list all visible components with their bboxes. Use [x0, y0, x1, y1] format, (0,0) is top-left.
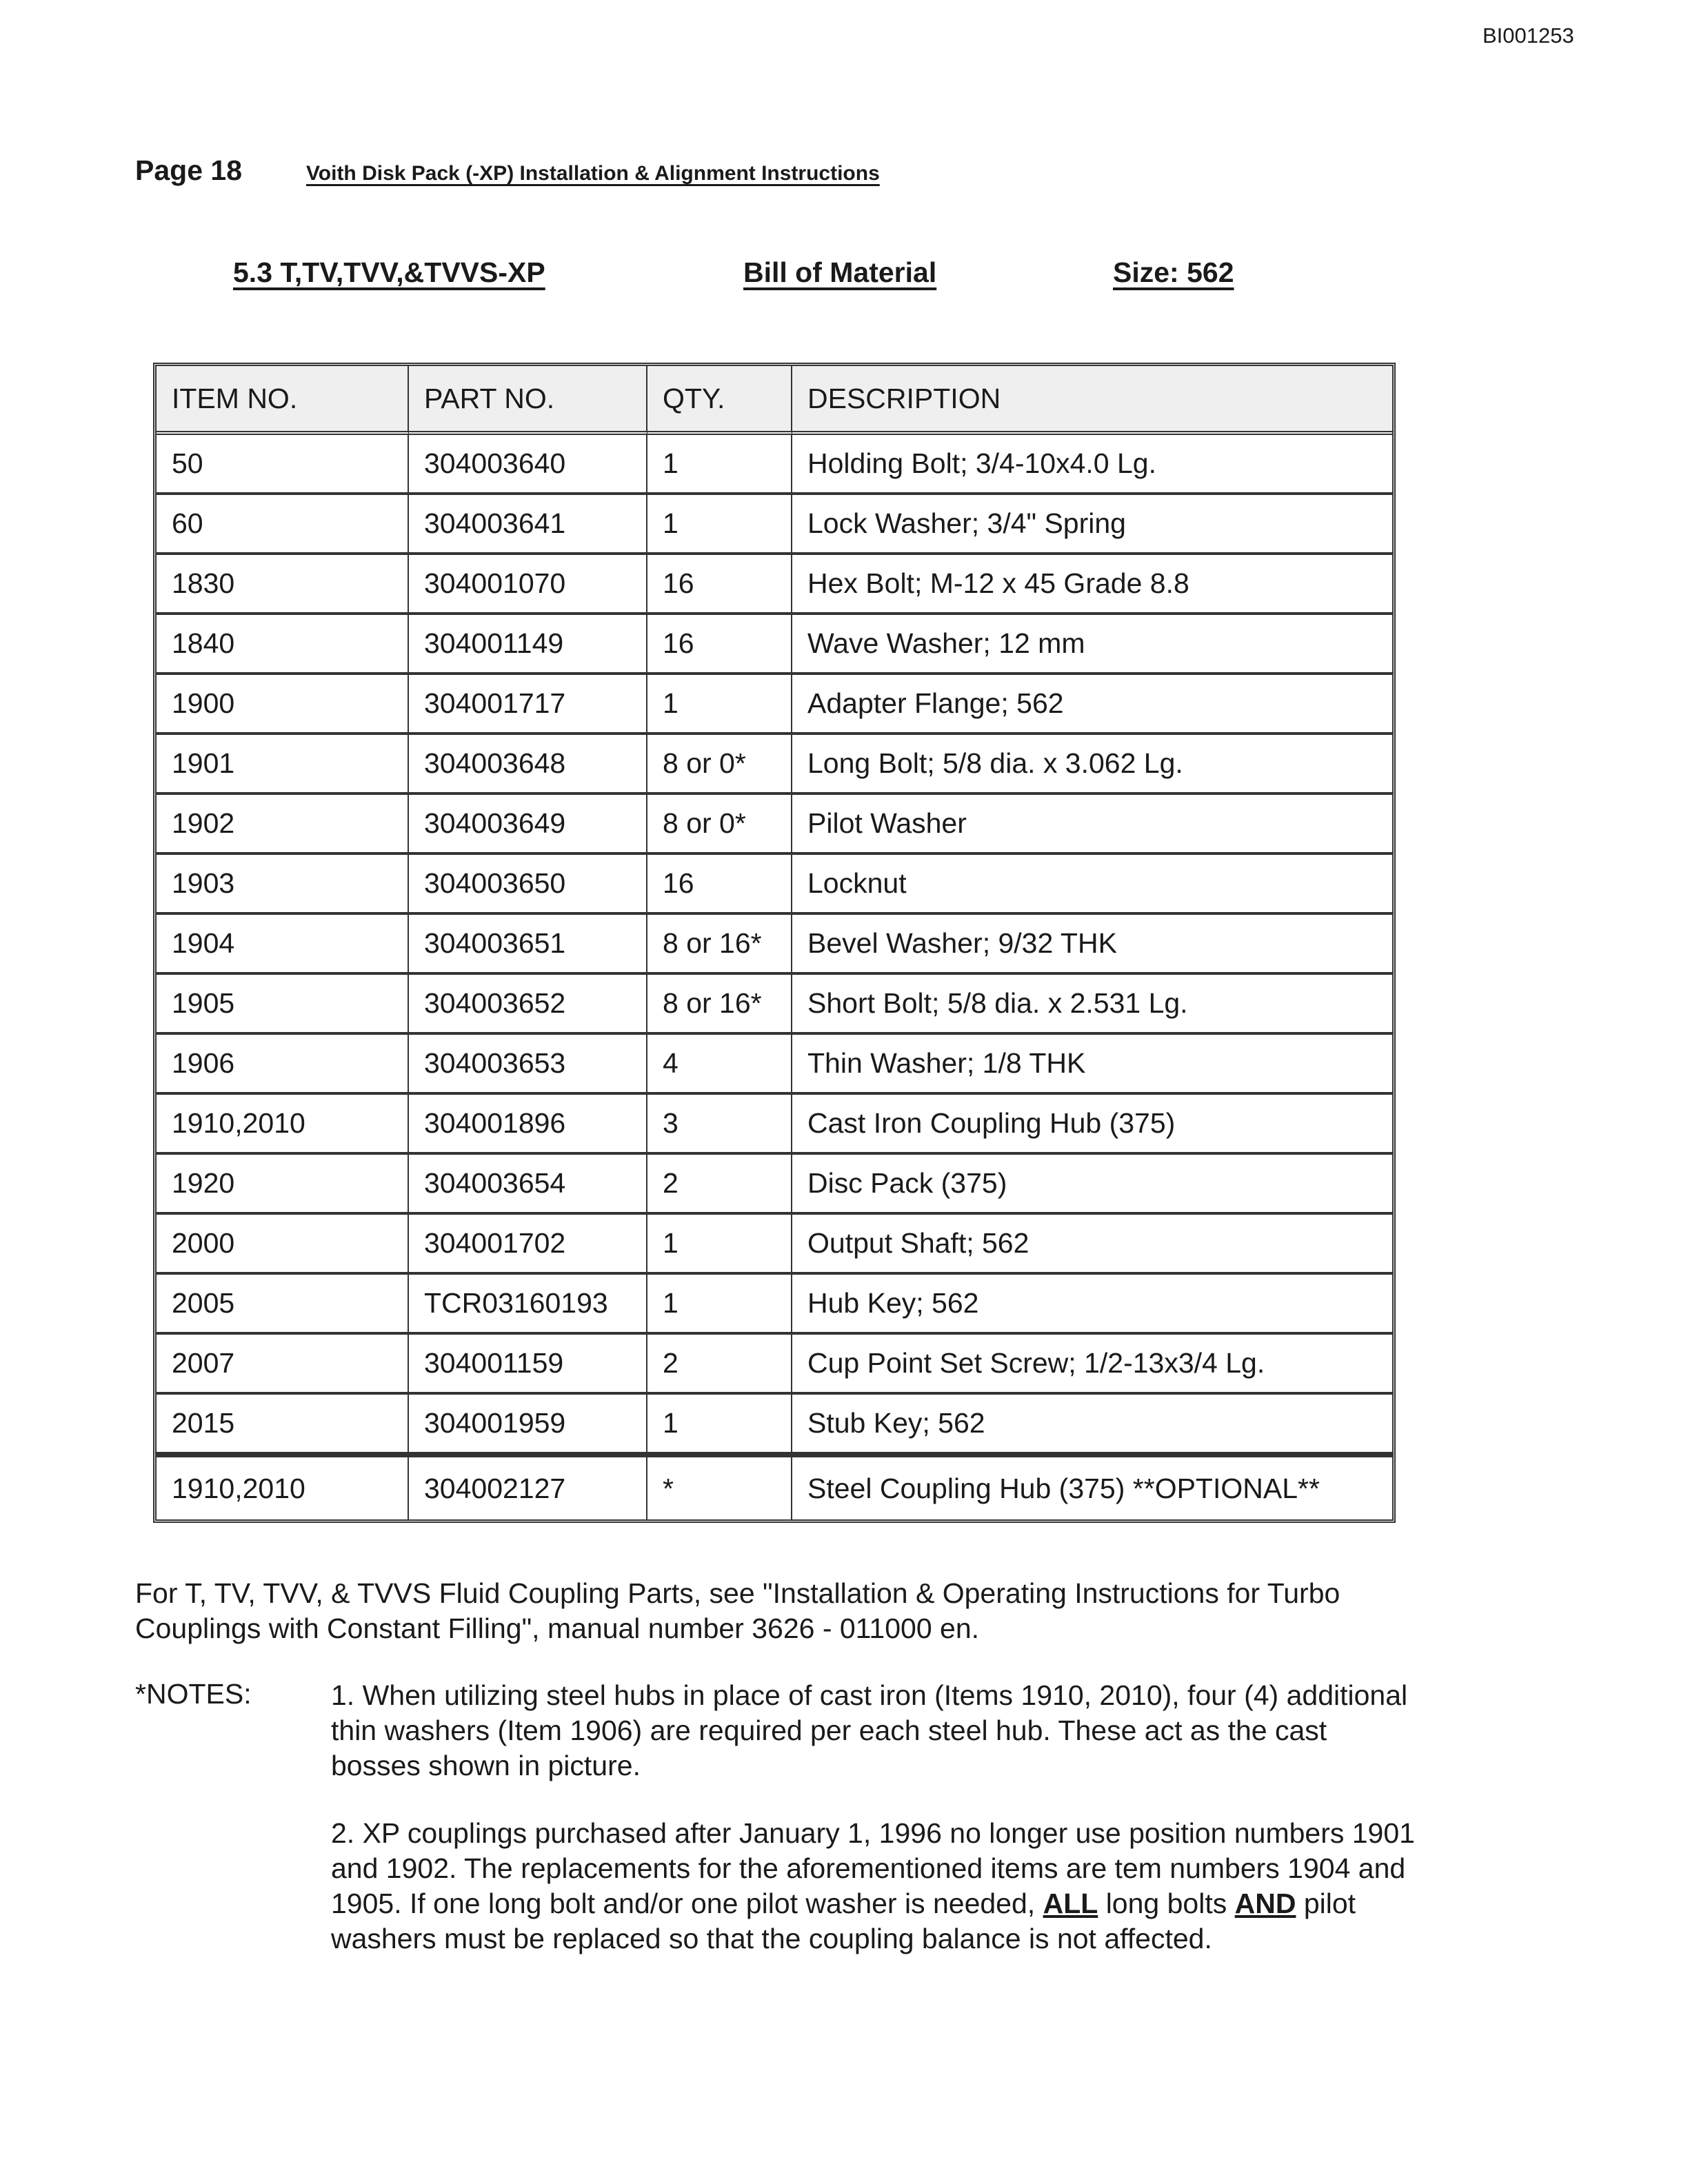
- cell-description: Thin Washer; 1/8 THK: [792, 1035, 1392, 1095]
- cell-qty: 4: [647, 1035, 792, 1095]
- cell-item-no: 50: [157, 435, 409, 495]
- cell-description: Pilot Washer: [792, 795, 1392, 855]
- cell-part-no: 304003649: [409, 795, 647, 855]
- cell-qty: 16: [647, 615, 792, 675]
- cell-part-no: 304001149: [409, 615, 647, 675]
- note-2-text: long bolts: [1105, 1888, 1227, 1919]
- cell-qty: 16: [647, 555, 792, 615]
- page-number: Page 18: [135, 154, 242, 186]
- cell-part-no: 304001959: [409, 1395, 647, 1455]
- cell-item-no: 1906: [157, 1035, 409, 1095]
- note-2-text: pilot washers must be replaced so that the coupling balance is not affected.: [331, 1888, 1356, 1954]
- header-item-no: ITEM NO.: [157, 366, 409, 435]
- cell-item-no: 60: [157, 495, 409, 555]
- cell-part-no: TCR03160193: [409, 1275, 647, 1335]
- cell-description: Cup Point Set Screw; 1/2-13x3/4 Lg.: [792, 1335, 1392, 1395]
- note-2-text: 2. XP couplings purchased after January 1, 1996 no longer use position numbers 1901 and 1902. The replacements for the aforementioned items are tem numbers 1904 and 1905. If one long bolt and/or one pilot washer is needed,: [331, 1817, 1415, 1919]
- cell-description: Holding Bolt; 3/4-10x4.0 Lg.: [792, 435, 1392, 495]
- cell-qty: 8 or 0*: [647, 795, 792, 855]
- table-row: [157, 435, 1392, 495]
- note-2: [331, 1816, 1420, 1957]
- cell-part-no: 304003648: [409, 735, 647, 795]
- cell-qty: 1: [647, 675, 792, 735]
- cell-description: Output Shaft; 562: [792, 1215, 1392, 1275]
- cell-part-no: 304003650: [409, 855, 647, 915]
- cell-qty: 16: [647, 855, 792, 915]
- cell-description: Long Bolt; 5/8 dia. x 3.062 Lg.: [792, 735, 1392, 795]
- page-header: [135, 154, 880, 187]
- note-2-emphasis-and: AND: [1234, 1888, 1296, 1919]
- cell-item-no: 2015: [157, 1395, 409, 1455]
- cell-item-no: 1904: [157, 915, 409, 975]
- note-2-emphasis-all: ALL: [1043, 1888, 1098, 1919]
- cell-part-no: 304003653: [409, 1035, 647, 1095]
- cell-qty: 2: [647, 1335, 792, 1395]
- cell-item-no: 2007: [157, 1335, 409, 1395]
- table-row: [157, 915, 1392, 975]
- table-row: [157, 555, 1392, 615]
- cell-part-no: 304001070: [409, 555, 647, 615]
- cell-qty: 8 or 16*: [647, 915, 792, 975]
- header-description: DESCRIPTION: [792, 366, 1392, 435]
- cell-qty: 8 or 16*: [647, 975, 792, 1035]
- cell-part-no: 304002127: [409, 1455, 647, 1519]
- cell-item-no: 1905: [157, 975, 409, 1035]
- cell-part-no: 304003641: [409, 495, 647, 555]
- cell-qty: 1: [647, 1215, 792, 1275]
- cell-part-no: 304003640: [409, 435, 647, 495]
- cell-item-no: 1903: [157, 855, 409, 915]
- table-row: [157, 735, 1392, 795]
- table-row: [157, 1335, 1392, 1395]
- cell-item-no: 1901: [157, 735, 409, 795]
- cell-part-no: 304003652: [409, 975, 647, 1035]
- cell-item-no: 1900: [157, 675, 409, 735]
- table-row: [157, 1275, 1392, 1335]
- document-title: Voith Disk Pack (-XP) Installation & Alignment Instructions: [306, 162, 880, 185]
- fluid-coupling-reference-text: For T, TV, TVV, & TVVS Fluid Coupling Parts, see "Installation & Operating Instructions for Turbo Couplings with Constant Filling", manual number 3626 - 011000 en.: [135, 1577, 1340, 1644]
- note-1: 1. When utilizing steel hubs in place of cast iron (Items 1910, 2010), four (4) additional thin washers (Item 1906) are required per each steel hub. These act as the cast bosses shown in picture.: [331, 1679, 1408, 1781]
- cell-description: Lock Washer; 3/4" Spring: [792, 495, 1392, 555]
- cell-qty: 8 or 0*: [647, 735, 792, 795]
- cell-item-no: 1840: [157, 615, 409, 675]
- cell-item-no: 1902: [157, 795, 409, 855]
- cell-item-no: 1910,2010: [157, 1455, 409, 1519]
- cell-description: Disc Pack (375): [792, 1155, 1392, 1215]
- bill-of-material-table: [153, 363, 1396, 1523]
- cell-part-no: 304001896: [409, 1095, 647, 1155]
- table-row: [157, 1035, 1392, 1095]
- cell-qty: *: [647, 1455, 792, 1519]
- cell-item-no: 1910,2010: [157, 1095, 409, 1155]
- cell-description: Stub Key; 562: [792, 1395, 1392, 1455]
- cell-part-no: 304003654: [409, 1155, 647, 1215]
- cell-qty: 1: [647, 435, 792, 495]
- cell-description: Short Bolt; 5/8 dia. x 2.531 Lg.: [792, 975, 1392, 1035]
- cell-part-no: 304003651: [409, 915, 647, 975]
- header-part-no: PART NO.: [409, 366, 647, 435]
- table-row: [157, 1155, 1392, 1215]
- table-row: [157, 1395, 1392, 1455]
- table-row: [157, 615, 1392, 675]
- section-bom-heading: Bill of Material: [743, 256, 937, 288]
- cell-part-no: 304001159: [409, 1335, 647, 1395]
- table-header-row: [157, 366, 1392, 435]
- cell-description: Wave Washer; 12 mm: [792, 615, 1392, 675]
- table-row-optional: [157, 1455, 1392, 1519]
- notes-label: *NOTES:: [135, 1678, 252, 1710]
- table-row: [157, 675, 1392, 735]
- cell-item-no: 2005: [157, 1275, 409, 1335]
- cell-description: Hex Bolt; M-12 x 45 Grade 8.8: [792, 555, 1392, 615]
- header-qty: QTY.: [647, 366, 792, 435]
- document-id: BI001253: [1483, 23, 1574, 48]
- cell-description: Bevel Washer; 9/32 THK: [792, 915, 1392, 975]
- section-size-heading: Size: 562: [1113, 256, 1234, 288]
- cell-qty: 1: [647, 1275, 792, 1335]
- section-model-heading: 5.3 T,TV,TVV,&TVVS-XP: [233, 256, 545, 288]
- table-row: [157, 1095, 1392, 1155]
- table-row: [157, 495, 1392, 555]
- cell-description: Steel Coupling Hub (375) **OPTIONAL**: [792, 1455, 1392, 1519]
- cell-description: Adapter Flange; 562: [792, 675, 1392, 735]
- cell-qty: 2: [647, 1155, 792, 1215]
- cell-item-no: 1830: [157, 555, 409, 615]
- cell-description: Locknut: [792, 855, 1392, 915]
- cell-description: Cast Iron Coupling Hub (375): [792, 1095, 1392, 1155]
- cell-part-no: 304001717: [409, 675, 647, 735]
- cell-qty: 1: [647, 495, 792, 555]
- table-row: [157, 1215, 1392, 1275]
- cell-item-no: 1920: [157, 1155, 409, 1215]
- table-row: [157, 975, 1392, 1035]
- cell-item-no: 2000: [157, 1215, 409, 1275]
- cell-description: Hub Key; 562: [792, 1275, 1392, 1335]
- table-row: [157, 855, 1392, 915]
- table-row: [157, 795, 1392, 855]
- cell-qty: 3: [647, 1095, 792, 1155]
- cell-qty: 1: [647, 1395, 792, 1455]
- cell-part-no: 304001702: [409, 1215, 647, 1275]
